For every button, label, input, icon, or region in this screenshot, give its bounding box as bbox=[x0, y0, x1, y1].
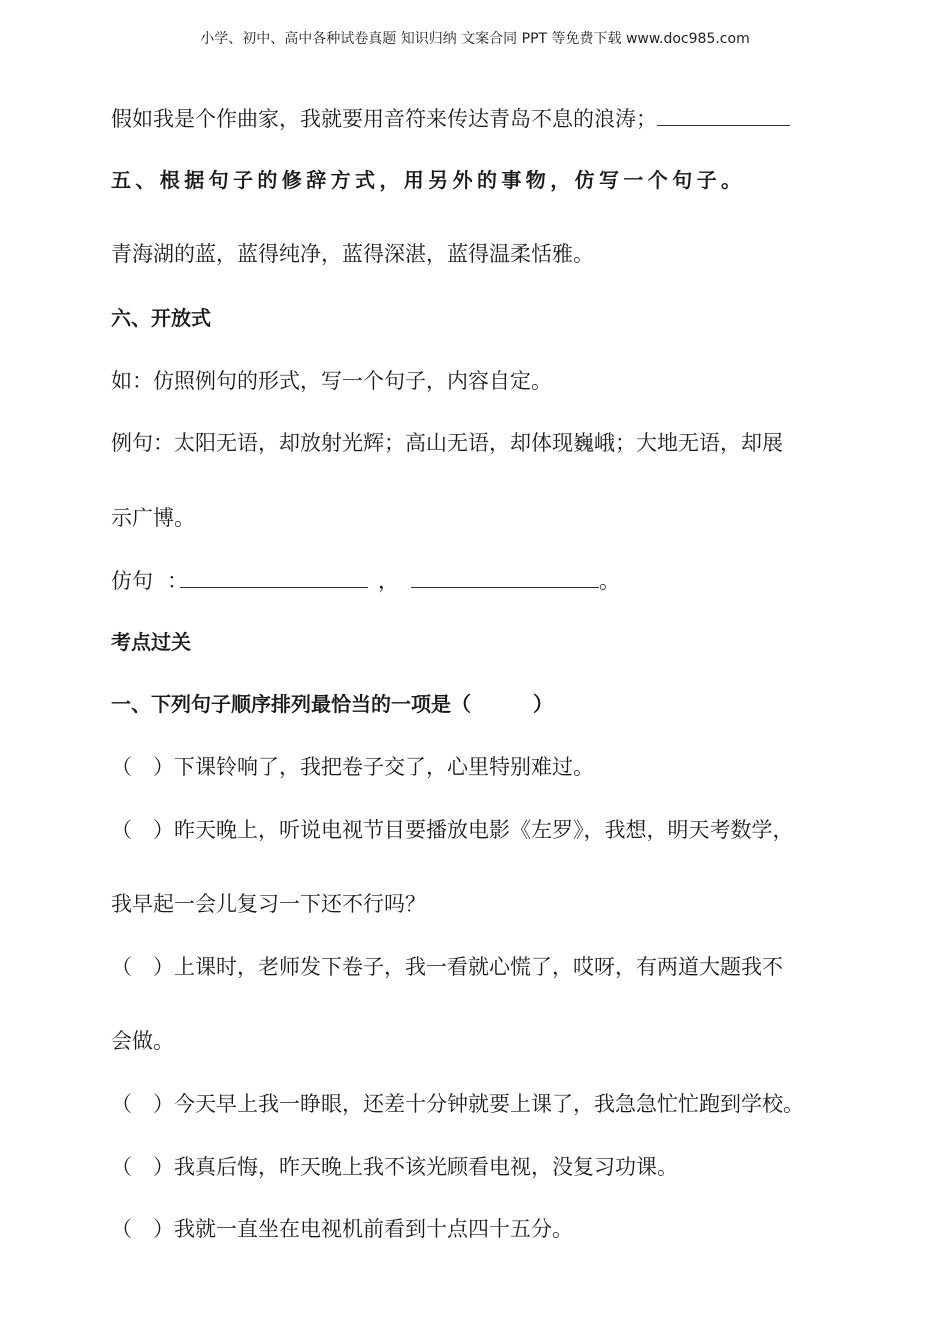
option-sentence-3-cont: 会做。 bbox=[111, 1029, 174, 1053]
imitation-label: 仿句 bbox=[111, 569, 153, 593]
text-line-composer bbox=[111, 103, 790, 134]
question-1 bbox=[111, 689, 553, 719]
example-sentence-qinghai: 青海湖的蓝，蓝得纯净，蓝得深湛，蓝得温柔恬雅。 bbox=[111, 242, 594, 266]
question-1-text: 一、下列句子顺序排列最恰当的一项是（ bbox=[111, 692, 471, 716]
section-heading-6: 六、开放式 bbox=[111, 306, 211, 330]
option-sentence-1: （ ）下课铃响了，我把卷子交了，心里特别难过。 bbox=[111, 755, 594, 779]
example-line-1: 例句：太阳无语，却放射光辉；高山无语，却体现巍峨；大地无语，却展 bbox=[111, 431, 783, 455]
section-heading-checkpoint: 考点过关 bbox=[111, 630, 191, 654]
section-heading-5: 五、根据句子的修辞方式，用另外的事物，仿写一个句子。 bbox=[111, 168, 746, 192]
option-sentence-2-cont: 我早起一会儿复习一下还不行吗？ bbox=[111, 892, 426, 916]
answer-blank-2[interactable] bbox=[411, 565, 599, 588]
option-sentence-3: （ ）上课时，老师发下卷子，我一看就心慌了，哎呀，有两道大题我不 bbox=[111, 955, 783, 979]
imitation-line bbox=[111, 565, 620, 596]
imitation-colon: ： bbox=[167, 569, 188, 593]
sentence-composer: 假如我是个作曲家，我就要用音符来传达青岛不息的浪涛； bbox=[111, 107, 657, 131]
page-header: 小学、初中、高中各种试卷真题 知识归纳 文案合同 PPT 等免费下载 www.doc985.com bbox=[200, 31, 750, 47]
option-sentence-5: （ ）我真后悔，昨天晚上我不该光顾看电视，没复习功课。 bbox=[111, 1155, 678, 1179]
imitation-period: 。 bbox=[599, 569, 620, 593]
imitation-comma: ， bbox=[378, 569, 399, 593]
option-sentence-4: （ ）今天早上我一睁眼，还差十分钟就要上课了，我急急忙忙跑到学校。 bbox=[111, 1092, 804, 1116]
answer-blank-1[interactable] bbox=[180, 565, 368, 588]
question-1-close: ） bbox=[533, 692, 553, 716]
answer-blank[interactable] bbox=[657, 103, 790, 126]
option-sentence-6: （ ）我就一直坐在电视机前看到十点四十五分。 bbox=[111, 1217, 573, 1241]
instruction-line: 如：仿照例句的形式，写一个句子，内容自定。 bbox=[111, 369, 552, 393]
example-line-2: 示广博。 bbox=[111, 506, 195, 530]
option-sentence-2: （ ）昨天晚上，听说电视节目要播放电影《左罗》，我想，明天考数学， bbox=[111, 818, 794, 842]
